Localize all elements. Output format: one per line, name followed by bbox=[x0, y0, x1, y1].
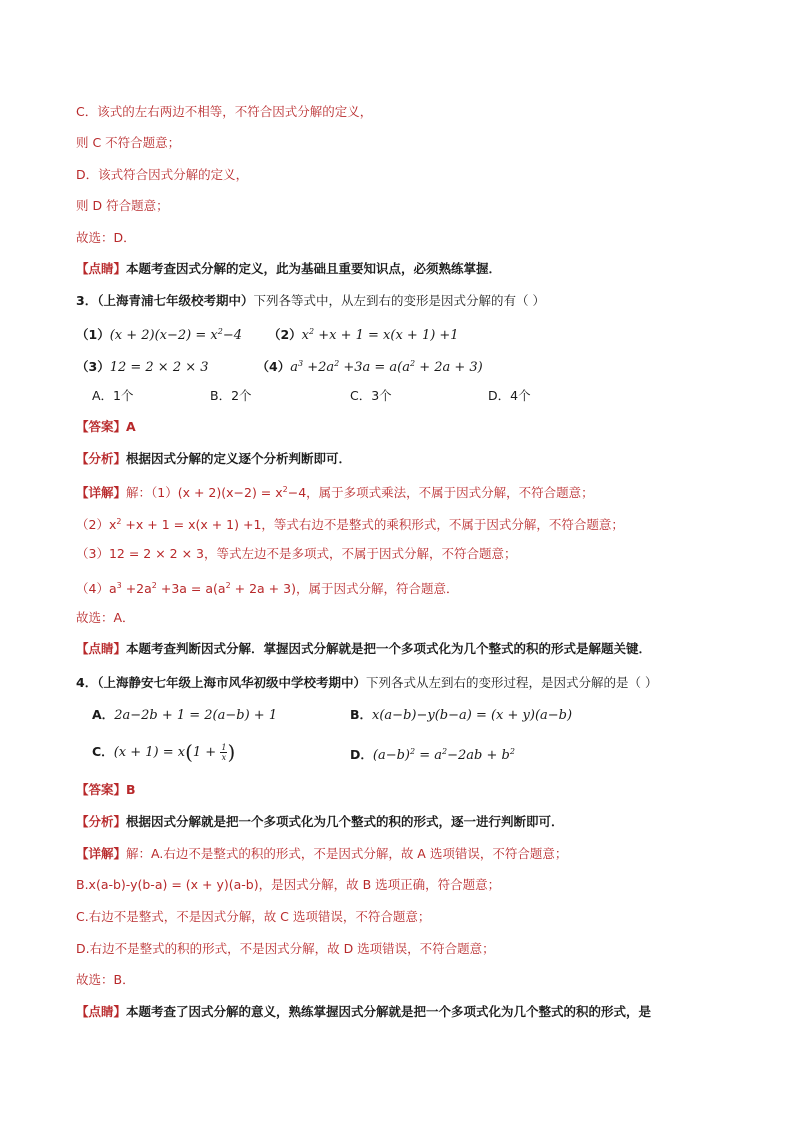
analysis-line bbox=[76, 813, 564, 831]
analysis-tag: 【分析】 bbox=[76, 451, 127, 466]
comment-line bbox=[76, 640, 651, 658]
comment-text: 本题考查判断因式分解．掌握因式分解就是把一个多项式化为几个整式的积的形式是解题关键． bbox=[126, 641, 652, 656]
detail-line-3: （3）12 = 2 × 2 × 3，等式左边不是多项式，不属于因式分解，不符合题意； bbox=[76, 546, 517, 561]
analysis-text: 根据因式分解的定义逐个分析判断即可． bbox=[126, 451, 352, 466]
option-a[interactable]: A．2a−2b + 1 = 2(a−b) + 1 bbox=[92, 707, 278, 723]
comment-tag: 【点睛】 bbox=[76, 261, 127, 276]
comment-text: 本题考查因式分解的定义，此为基础且重要知识点，必须熟练掌握． bbox=[126, 261, 502, 276]
option-b[interactable]: B．2个 bbox=[210, 388, 252, 403]
answer-value: B bbox=[126, 782, 136, 797]
comment-line bbox=[76, 260, 501, 278]
solution-text: D．该式符合因式分解的定义， bbox=[76, 167, 249, 182]
choice-text: 故选：B． bbox=[76, 972, 135, 987]
item-label: （3） bbox=[76, 359, 110, 374]
question-3-options bbox=[0, 387, 794, 405]
detail-line-2: $(2)x^2 +x + 1 = x(x + 1) +1$，等式右边不是整式的乘积形式，不属于因式分解，不符合题意； bbox=[76, 517, 624, 532]
question-4-options-row2 bbox=[0, 740, 794, 766]
solution-text: 则 D 符合题意； bbox=[76, 198, 169, 213]
question-number: 3． bbox=[76, 293, 98, 308]
solution-line-d bbox=[76, 166, 248, 184]
solution-line-c-result bbox=[76, 134, 180, 152]
detail-tag: 【详解】 bbox=[76, 846, 127, 861]
analysis-tag: 【分析】 bbox=[76, 814, 127, 829]
detail-expr: $(x + 2)(x-2) = x^2-4$ bbox=[177, 485, 307, 500]
solution-text: C．该式的左右两边不相等，不符合因式分解的定义， bbox=[76, 104, 373, 119]
question-text: 下列各式从左到右的变形过程，是因式分解的是（ ） bbox=[365, 675, 658, 690]
choice-line bbox=[76, 229, 136, 247]
item-1-expr: $(x + 2)(x-2) = x^2-4$ bbox=[109, 327, 242, 343]
detail-tag: 【详解】 bbox=[76, 485, 127, 500]
option-d[interactable]: D．4个 bbox=[488, 388, 531, 403]
detail-expr: $a^3 +2a^2 +3a = a(a^2 + 2a + 3)$ bbox=[108, 581, 296, 596]
choice-line bbox=[76, 609, 135, 627]
question-source: （上海静安七年级上海市风华初级中学校考期中） bbox=[97, 675, 366, 690]
question-text: 下列各等式中，从左到右的变形是因式分解的有（ ） bbox=[253, 293, 545, 308]
comment-line bbox=[76, 1003, 651, 1021]
question-4-options-row1 bbox=[0, 706, 794, 726]
question-3-items-row1 bbox=[76, 323, 459, 345]
option-c[interactable]: C．3个 bbox=[350, 388, 392, 403]
option-a[interactable]: A．1个 bbox=[92, 388, 134, 403]
option-d[interactable]: D．$(a-b)^2 = a^2-2ab + b^2$ bbox=[350, 747, 515, 763]
question-3-items-row2 bbox=[76, 355, 483, 377]
answer-tag: 【答案】 bbox=[76, 782, 127, 797]
comment-tag: 【点睛】 bbox=[76, 1004, 127, 1019]
item-label: （4） bbox=[256, 359, 291, 374]
detail-line-3: C.右边不是整式，不是因式分解，故 C 选项错误，不符合题意； bbox=[76, 909, 431, 924]
detail-line-1: 【详解】解：A.右边不是整式的积的形式，不是因式分解，故 A 选项错误，不符合题意； bbox=[76, 846, 568, 861]
item-4-expr: $a^3 +2a^2 +3a = a(a^2 + 2a + 3)$ bbox=[290, 359, 483, 375]
solution-text: 则 C 不符合题意； bbox=[76, 135, 181, 150]
item-label: （2） bbox=[267, 327, 302, 342]
detail-line-1: 【详解】解：$(1)(x + 2)(x-2) = x^2-4$，属于多项式乘法，不属于因式分解，不符合题意； bbox=[76, 485, 594, 500]
answer-line bbox=[76, 418, 136, 436]
question-source: （上海青浦七年级校考期中） bbox=[97, 293, 254, 308]
choice-text: 故选：A． bbox=[76, 610, 135, 625]
comment-text: 本题考查了因式分解的意义，熟练掌握因式分解就是把一个多项式化为几个整式的积的形式，是 bbox=[126, 1004, 652, 1019]
question-number: 4． bbox=[76, 675, 98, 690]
choice-text: 故选：D． bbox=[76, 230, 136, 245]
item-label: （1） bbox=[76, 327, 110, 342]
analysis-text: 根据因式分解就是把一个多项式化为几个整式的积的形式，逐一进行判断即可． bbox=[126, 814, 564, 829]
item-3-expr: 12 = 2 × 2 × 3 bbox=[109, 360, 209, 375]
answer-value: A bbox=[126, 419, 136, 434]
detail-expr: $x^2 +x + 1 = x(x + 1) +1$ bbox=[108, 517, 262, 532]
answer-line bbox=[76, 781, 136, 799]
detail-line-4: $(4)a^3 +2a^2 +3a = a(a^2 + 2a + 3)$，属于因式分解，符合题意． bbox=[76, 581, 459, 596]
option-c[interactable]: C．(x + 1) = x(1 + $\frac{1}{x}$ ) bbox=[92, 740, 236, 764]
answer-tag: 【答案】 bbox=[76, 419, 127, 434]
detail-line-4: D.右边不是整式的积的形式，不是因式分解，故 D 选项错误，不符合题意； bbox=[76, 941, 495, 956]
fraction: $\frac{1}{x}$ bbox=[221, 743, 227, 762]
detail-expr: 12 = 2 × 2 × 3 bbox=[108, 546, 204, 561]
option-b[interactable]: B．x(a−b)−y(b−a) = (x + y)(a−b) bbox=[350, 707, 573, 723]
solution-line-c bbox=[76, 103, 372, 121]
item-2-expr: $x^2 +x + 1 = x(x + 1) +1$ bbox=[301, 327, 459, 343]
comment-tag: 【点睛】 bbox=[76, 641, 127, 656]
detail-line-2: B.x(a-b)-y(b-a) = (x + y)(a-b)，是因式分解，故 B 选项正确，符合题意； bbox=[76, 877, 501, 892]
question-3-stem bbox=[76, 292, 545, 310]
choice-line bbox=[76, 971, 135, 989]
analysis-line bbox=[76, 450, 351, 468]
question-4-stem bbox=[76, 674, 657, 692]
solution-line-d-result bbox=[76, 197, 169, 215]
